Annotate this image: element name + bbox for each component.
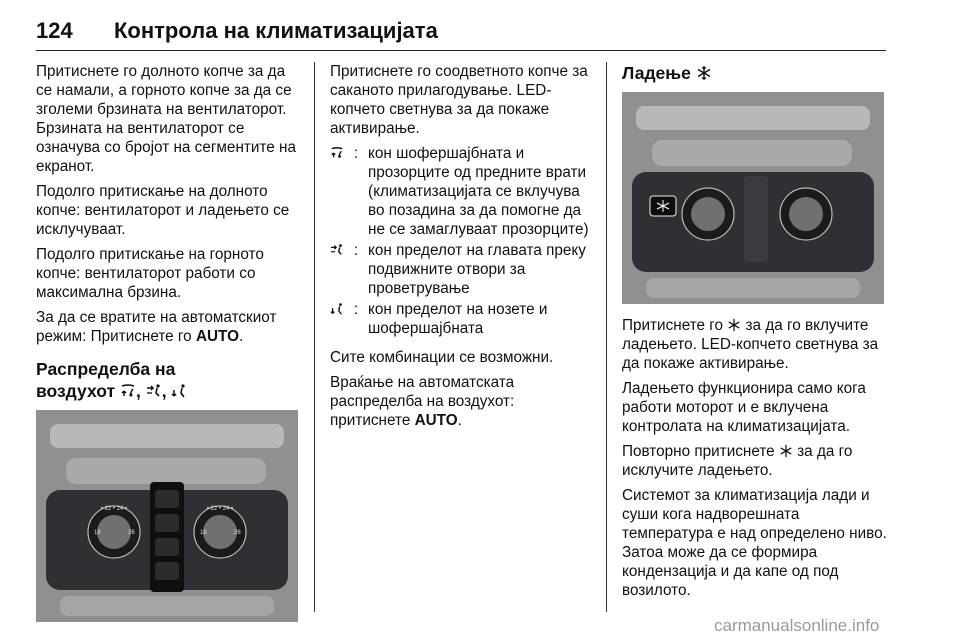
- auto-label: AUTO: [414, 412, 458, 429]
- cooling-button-photo: [622, 92, 884, 304]
- airflow-windscreen-icon: [330, 146, 344, 160]
- air-distribution-heading: Распределба на воздухот , ,: [36, 358, 298, 402]
- return-auto-paragraph: Враќање на автоматската распределба на воздухот: притиснете AUTO.: [330, 374, 515, 429]
- dial-left-min: 18: [94, 530, 101, 536]
- airflow-head-icon: [146, 383, 162, 399]
- snowflake-icon: [696, 65, 712, 81]
- chapter-title: Контрола на климатизацијата: [114, 18, 438, 43]
- cooling-heading: Ладење: [622, 62, 888, 84]
- distribution-item-text: кон пределот на главата преку подвижните отвори за проветрување: [368, 242, 586, 297]
- airflow-feet-icon: [330, 302, 344, 316]
- distribution-item-text: кон шофершајбната и прозорците од предните врати (климатизацијата се вклучува во позадина за да помогне да не се замаглуваат прозорците): [368, 145, 589, 238]
- distribution-item-feet: : кон пределот на нозете и шофершајбната: [330, 300, 594, 338]
- dial-scale-right: • 22 • 24 •: [206, 506, 234, 512]
- airflow-windscreen-icon: [120, 383, 136, 399]
- dial-left-max: 26: [128, 530, 135, 536]
- watermark: carmanualsonline.info: [714, 616, 880, 635]
- distribution-item-windscreen: : кон шофершајбната и прозорците од предните врати (климатизацијата се вклучува во позадина за да помогне да не се замаглуваат прозорците): [330, 144, 594, 239]
- distribution-item-head: : кон пределот на главата преку подвижните отвори за проветрување: [330, 241, 594, 298]
- dial-right-min: 18: [200, 530, 207, 536]
- fan-max-paragraph: Подолго притискање на горното копче: вентилаторот работи со максимална брзина.: [36, 246, 264, 301]
- air-distribution-photo: [36, 410, 298, 622]
- page-number: 124: [36, 18, 73, 43]
- column-divider-1: [314, 62, 315, 612]
- fan-speed-paragraph: Притиснете го долното копче за да се намали, а горното копче за да се зголеми брзината на вентилаторот. Брзината на вентилаторот се означува со бројот на сегментите на екранот.: [36, 63, 296, 175]
- dial-right-max: 26: [234, 530, 241, 536]
- auto-label: AUTO: [195, 328, 239, 345]
- all-combinations-paragraph: Сите комбинации се возможни.: [330, 349, 554, 366]
- column-left: [36, 62, 298, 622]
- column-right: [622, 62, 888, 606]
- airflow-head-icon: [330, 243, 344, 257]
- snowflake-icon: [779, 444, 793, 458]
- airflow-feet-icon: [171, 383, 187, 399]
- page-header: [36, 12, 886, 51]
- distribution-item-text: кон пределот на нозете и шофершајбната: [368, 301, 548, 337]
- column-middle: [330, 62, 594, 436]
- column-divider-2: [606, 62, 607, 612]
- snowflake-icon: [727, 318, 741, 332]
- distribution-intro-paragraph: Притиснете го соодветното копче за саканото прилагодување. LED-копчето светнува за да покаже активирање.: [330, 63, 588, 137]
- condensation-paragraph: Системот за климатизација лади и суши кога надворешната температура е над определено ниво. Затоа може да се формира кондензација и да капе од под возилото.: [622, 487, 887, 599]
- fan-off-paragraph: Подолго притискање на долното копче: вентилаторот и ладењето се исклучуваат.: [36, 183, 290, 238]
- cooling-on-paragraph: Притиснете го за да го вклучите ладењето. LED-копчето светнува за да покаже активирање.: [622, 317, 879, 372]
- cooling-condition-paragraph: Ладењето функционира само кога работи моторот и е вклучена контролата на климатизацијата.: [622, 380, 866, 435]
- cooling-off-paragraph: Повторно притиснете за да го исклучите ладењето.: [622, 443, 853, 479]
- auto-return-paragraph: За да се вратите на автоматскиот режим: Притиснете го AUTO.: [36, 309, 277, 345]
- dial-scale-left: • 22 • 24 •: [100, 506, 128, 512]
